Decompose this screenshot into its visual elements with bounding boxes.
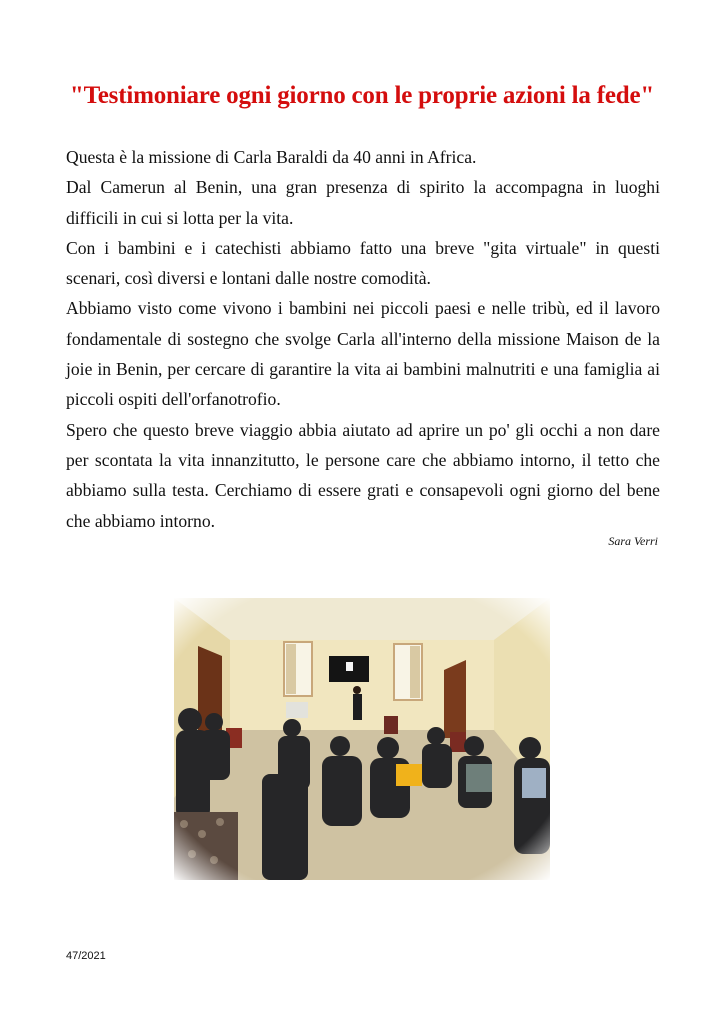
- article-title: "Testimoniare ogni giorno con le proprie azioni la fede": [69, 82, 655, 109]
- paragraph: Spero che questo breve viaggio abbia aiutato ad aprire un po' gli occhi a non dare per scontata la vita innanzitutto, le persone care che abbiamo intorno, il tetto che abbiamo sulla testa. Cerchiamo di essere grati e consapevoli ogni giorno del bene che abbiamo intorno.: [66, 419, 660, 531]
- paragraph: Abbiamo visto come vivono i bambini nei piccoli paesi e nelle tribù, ed il lavoro fondamentale di sostegno che svolge Carla all'interno della missione Maison de la joie in Benin, per cercare di garantire la vita ai bambini malnutriti e una famiglia ai piccoli ospiti dell'orfanotrofio.: [66, 298, 660, 410]
- classroom-photo-illustration: [174, 598, 550, 880]
- paragraph: Dal Camerun al Benin, una gran presenza di spirito la accompagna in luoghi difficili in cui si lotta per la vita.: [66, 177, 660, 228]
- paragraph: Con i bambini e i catechisti abbiamo fatto una breve "gita virtuale" in questi scenari, così diversi e lontani dalle nostre comodità.: [66, 237, 660, 289]
- paragraph: Questa è la missione di Carla Baraldi da 40 anni in Africa.: [66, 147, 477, 167]
- page-number: 47/2021: [66, 950, 106, 962]
- article-body: [66, 142, 660, 536]
- classroom-photo: [174, 598, 550, 880]
- author-signature: Sara Verri: [608, 534, 658, 548]
